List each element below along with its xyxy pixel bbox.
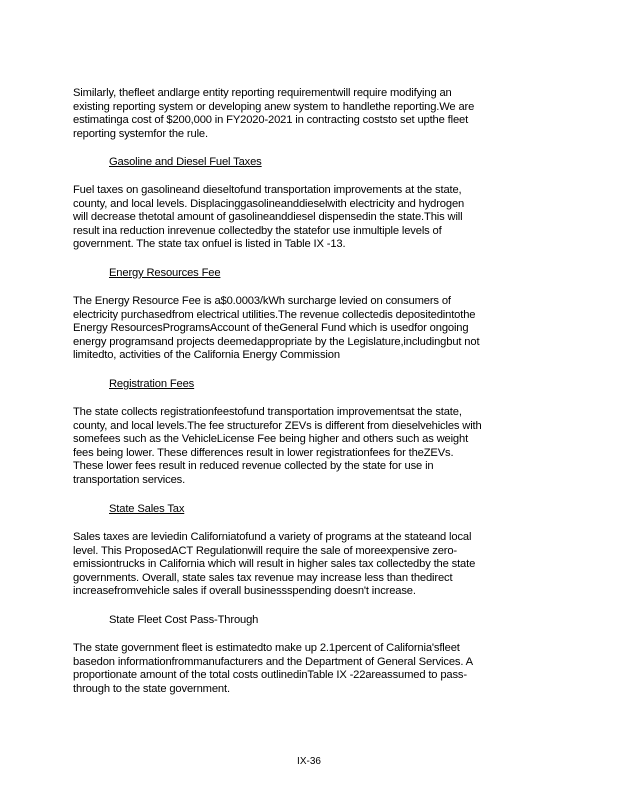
text-line: government. The state tax onfuel is listed in Table IX -13. xyxy=(73,238,346,251)
paragraph-state-fleet-cost xyxy=(73,642,553,696)
text-line: The Energy Resource Fee is a$0.0003/kWh surcharge levied on consumers of xyxy=(73,295,451,307)
heading-registration-fees: Registration Fees xyxy=(109,378,195,390)
text-line: energy programsand projects deemedappropriate by the Legislature,includingbut not xyxy=(73,335,480,348)
heading-energy-resources-fee: Energy Resources Fee xyxy=(109,267,221,279)
text-line: Energy ResourcesProgramsAccount of theGeneral Fund which is usedfor ongoing xyxy=(73,322,469,335)
text-line: result ina reduction inrevenue collectedby the statefor use inmultiple levels of xyxy=(73,224,442,237)
text-line: county, and local levels.The fee structurefor ZEVs is different from dieselvehicles with xyxy=(73,419,482,432)
text-line: somefees such as the VehicleLicense Fee being higher and others such as weight xyxy=(73,433,469,446)
page-number: IX-36 xyxy=(297,756,321,767)
heading-state-fleet-cost-pass-through: State Fleet Cost Pass-Through xyxy=(109,614,259,626)
text-line: level. This ProposedACT Regulationwill require the sale of moreexpensive zero- xyxy=(73,544,457,557)
text-line: through to the state government. xyxy=(73,682,230,695)
text-line: limitedto, activities of the California Energy Commission xyxy=(73,349,340,362)
paragraph-registration-fees xyxy=(73,406,553,488)
text-line: These lower fees result in reduced revenue collected by the state for use in xyxy=(73,460,434,473)
text-line: fees being lower. These differences result in lower registrationfees for theZEVs. xyxy=(73,446,454,459)
text-line: Sales taxes are leviedin Californiatofund a variety of programs at the stateand local xyxy=(73,531,472,543)
text-line: county, and local levels. Displacinggasolineanddieselwith electricity and hydrogen xyxy=(73,197,465,210)
paragraph-fuel-taxes xyxy=(73,184,553,252)
text-line: emissiontrucks in California which will result in higher sales tax collectedby the state xyxy=(73,558,476,571)
heading-state-sales-tax: State Sales Tax xyxy=(109,503,185,515)
text-line: transportation services. xyxy=(73,473,186,486)
text-line: existing reporting system or developing anew system to handlethe reporting.We are xyxy=(73,100,475,113)
text-line: basedon informationfrommanufacturers and the Department of General Services. A xyxy=(73,655,473,668)
text-line: The state collects registrationfeestofund transportation improvementsat the state, xyxy=(73,406,462,418)
text-line: proportionate amount of the total costs outlinedinTable IX -22areassumed to pass- xyxy=(73,669,467,682)
paragraph-reporting-costs xyxy=(73,87,553,141)
text-line: will decrease thetotal amount of gasolineanddiesel dispensedin the state.This will xyxy=(73,211,463,224)
text-line: governments. Overall, state sales tax revenue may increase less than thedirect xyxy=(73,571,453,584)
text-line: electricity purchasedfrom electrical utilities.The revenue collectedis depositedintothe xyxy=(73,308,476,321)
text-line: reporting systemfor the rule. xyxy=(73,127,208,140)
text-line: estimatinga cost of $200,000 in FY2020-2021 in contracting coststo set upthe fleet xyxy=(73,114,469,127)
text-line: increasefromvehicle sales if overall businessspending doesn't increase. xyxy=(73,585,416,598)
text-line: The state government fleet is estimatedto make up 2.1percent of California'sfleet xyxy=(73,642,460,654)
text-line: Fuel taxes on gasolineand dieseltofund transportation improvements at the state, xyxy=(73,184,462,196)
heading-fuel-taxes: Gasoline and Diesel Fuel Taxes xyxy=(109,156,262,168)
paragraph-energy-resources-fee xyxy=(73,295,553,363)
paragraph-state-sales-tax xyxy=(73,531,553,599)
text-line: Similarly, thefleet andlarge entity reporting requirementwill require modifying an xyxy=(73,87,452,99)
